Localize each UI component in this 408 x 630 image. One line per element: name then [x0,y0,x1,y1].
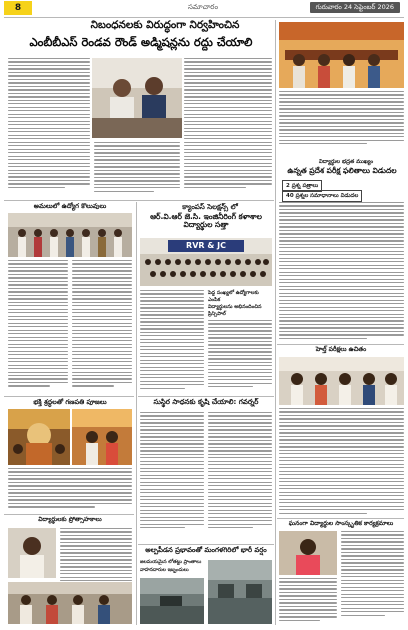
mid-left-text-col-1 [8,260,68,389]
governor-text-col-1 [140,412,204,530]
center-text-col-2 [208,320,272,390]
rain-photo-1 [140,578,204,624]
lead-headline: ఎంబీబీఎస్ రెండవ రౌండ్ అడ్మిషన్లను రద్దు చేయాలి [29,35,253,49]
lead-bottom-rule [4,200,274,201]
lead-text-col-3 [184,58,272,190]
right-bottom-text-under-photo [279,578,337,623]
rain-bullet-1: జలమయమైన లోతట్టు ప్రాంతాలు [140,560,202,565]
mid-left-second-headline: భక్తి శ్రద్ధలతో గణపతి పూజలు [33,398,107,406]
rain-bullet-2: వాహనదారుల ఇబ్బందులు [140,568,189,573]
bottom-left-group-photo [8,582,132,624]
right-lower-text [279,408,404,516]
mid-left-bottom-rule [4,396,134,397]
ganesh-photo [8,409,70,465]
publication-name: సమాచారం [188,3,218,11]
right-bottom-text-col [341,531,404,618]
right-bottom-rule [277,518,404,519]
right-lower-rule [277,344,404,345]
page-number: 8 [4,1,32,15]
center-bullet-2: విద్యార్థులను అభినందించిన ప్రిన్సిపాల్ [208,304,262,317]
mid-left-headline: అమలులో ఉద్యోగ కొలువులు [33,202,107,210]
right-top-photo [279,22,404,88]
center-headline: ఆర్.వి.ఆర్ జె.సి. ఇంజినీరింగ్ కళాశాల విద్యార్థుల సత్తా [150,212,262,230]
right-lower-headline: హెల్త్ పరీక్షలు ఉచితం [315,346,367,353]
right-bottom-headline: ఘనంగా విద్యార్థుల సాంస్కృతిక కార్యక్రమాలు [288,520,394,527]
center-bottom-rule [138,396,274,397]
right-top-kicker: విద్యార్థుల భద్రత ముఖ్యం [318,159,374,165]
lead-text-col-1 [8,58,90,190]
mid-left-photo [8,213,132,257]
bottom-left-headline: విద్యార్థులకు ప్రోత్సాహకాలు [38,516,102,523]
page-header [0,0,408,16]
right-lower-photo [279,357,404,405]
right-top-bullet-1: 2 ప్రశ్న పత్రాలు [282,180,322,192]
rain-top-rule [138,544,274,545]
right-top-body-lines [279,202,404,341]
date-line: గురువారం 24 సెప్టెంబర్ 2026 [310,2,400,13]
ganesh-text [8,468,132,510]
rvr-banner-text: RVR & JC [186,241,226,250]
center-kicker: క్యాంపస్ సెలక్షన్స్ లో [182,203,238,211]
right-top-caption-lines [279,91,404,147]
bottom-left-rule [4,514,134,515]
lead-photo [92,58,182,138]
pooja-photo [72,409,132,465]
rain-headline: అల్పపీడన ప్రభావంతో మంగళగిరిలో భారీ వర్షం [145,546,267,554]
center-divider [136,202,137,625]
center-text-col-1 [140,290,204,391]
right-top-bullet-2: 40 ప్రశ్నల సమాధానాలు విడుదల [282,190,362,202]
lead-kicker: నిబంధనలకు విరుద్ధంగా నిర్వహించిన [90,19,240,31]
column-divider [275,20,276,625]
rain-photo-2 [208,560,272,624]
center-bullet-1: పెద్ద సంఖ్యలో ఉద్యోగాలకు ఎంపిక [208,290,259,303]
header-rule [4,17,404,18]
bottom-left-photo [8,528,56,578]
governor-headline: సుస్థిర సాధనకు కృషి చేయాలి: గవర్నర్ [153,398,259,406]
mid-left-text-col-2 [72,260,132,389]
governor-text-col-2 [208,412,272,530]
right-bottom-photo [279,531,337,575]
center-banner-photo [140,238,272,286]
right-top-headline: ఉన్నత ప్రదేశ పరీక్ష ఫలితాలు విడుదల [287,166,397,175]
lead-text-col-2 [94,142,180,194]
